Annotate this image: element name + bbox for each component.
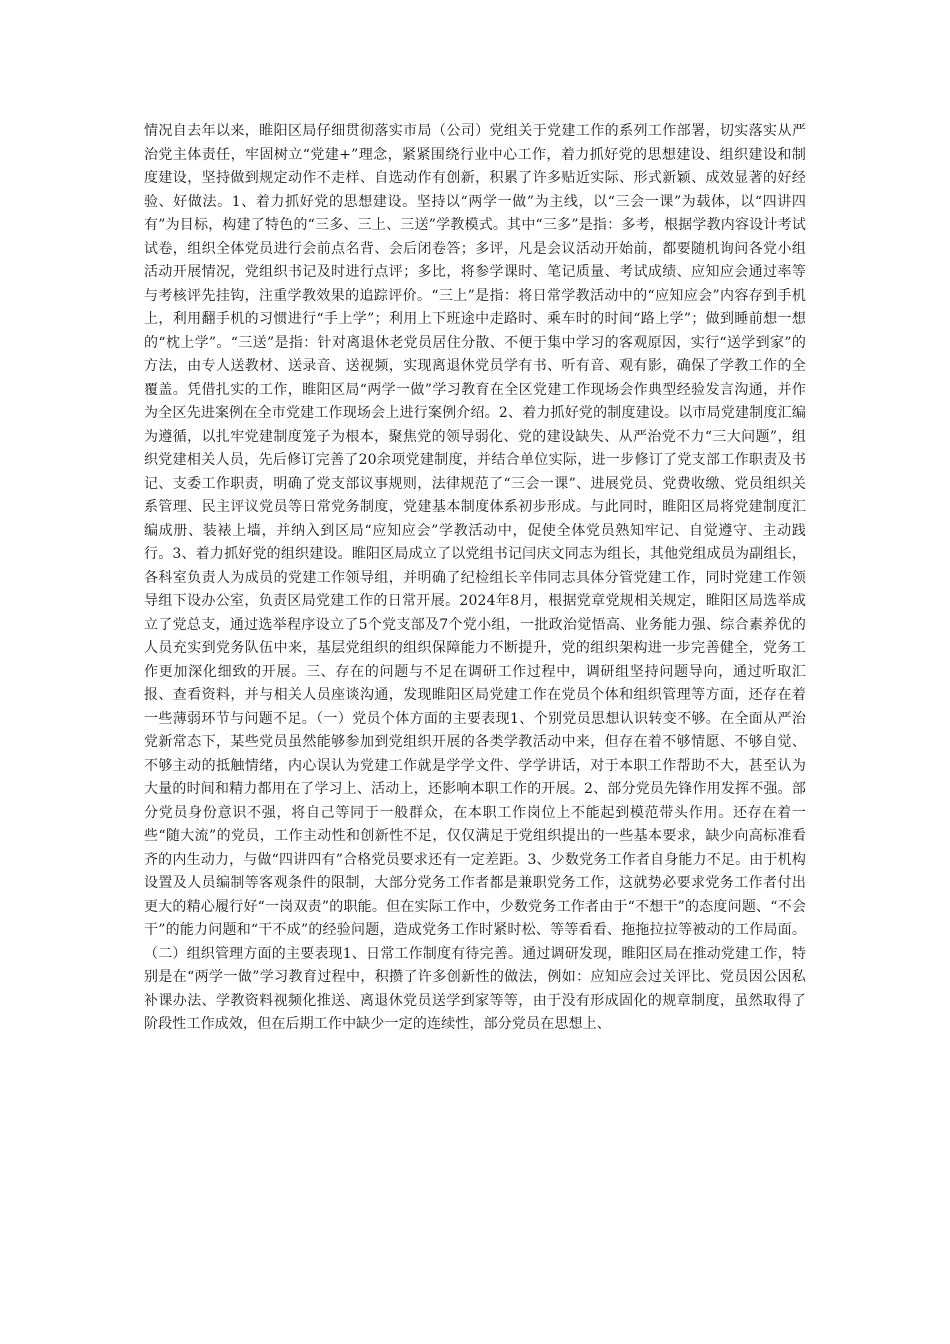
document-page [144, 120, 806, 1230]
body-paragraph: 情况自去年以来，睢阳区局仔细贯彻落实市局（公司）党组关于党建工作的系列工作部署，切实落实从严治党主体责任，牢固树立“党建+”理念，紧紧围绕行业中心工作，着力抓好党的思想建设、组织建设和制度建设，坚持做到规定动作不走样、自选动作有创新，积累了许多贴近实际、形式新颖、成效显著的好经验、好做法。1、着力抓好党的思想建设。坚持以“两学一做”为主线，以“三会一课”为载体，以“四讲四有”为目标，构建了特色的“三多、三上、三送”学教模式。其中“三多”是指：多考，根据学教内容设计考试试卷，组织全体党员进行会前点名背、会后闭卷答；多评，凡是会议活动开始前，都要随机询问各党小组活动开展情况，党组织书记及时进行点评；多比，将参学课时、笔记质量、考试成绩、应知应会通过率等与考核评先挂钩，注重学教效果的追踪评价。“三上”是指：将日常学教活动中的“应知应会”内容存到手机上，利用翻手机的习惯进行“手上学”；利用上下班途中走路时、乘车时的时间“路上学”；做到睡前想一想的“枕上学”。“三送”是指：针对离退休老党员居住分散、不便于集中学习的客观原因，实行“送学到家”的方法，由专人送教材、送录音、送视频，实现离退休党员学有书、听有音、观有影，确保了学教工作的全覆盖。凭借扎实的工作，睢阳区局“两学一做”学习教育在全区党建工作现场会作典型经验发言沟通，并作为全区先进案例在全市党建工作现场会上进行案例介绍。2、着力抓好党的制度建设。以市局党建制度汇编为遵循，以扎牢党建制度笼子为根本，聚焦党的领导弱化、党的建设缺失、从严治党不力“三大问题”，组织党建相关人员，先后修订完善了20余项党建制度，并结合单位实际，进一步修订了党支部工作职责及书记、支委工作职责，明确了党支部议事规则，法律规范了“三会一课”、进展党员、党费收缴、党员组织关系管理、民主评议党员等日常党务制度，党建基本制度体系初步形成。与此同时，睢阳区局将党建制度汇编成册、装裱上墙，并纳入到区局“应知应会”学教活动中，促使全体党员熟知牢记、自觉遵守、主动践行。3、着力抓好党的组织建设。睢阳区局成立了以党组书记闫庆文同志为组长，其他党组成员为副组长，各科室负责人为成员的党建工作领导组，并明确了纪检组长辛伟同志具体分管党建工作，同时党建工作领导组下设办公室，负责区局党建工作的日常开展。2024年8月，根据党章党规相关规定，睢阳区局选举成立了党总支，通过选举程序设立了5个党支部及7个党小组，一批政治觉悟高、业务能力强、综合素养优的人员充实到党务队伍中来，基层党组织的组织保障能力不断提升，党的组织架构进一步完善健全，党务工作更加深化细致的开展。三、存在的问题与不足在调研工作过程中，调研组坚持问题导向，通过听取汇报、查看资料，并与相关人员座谈沟通，发现睢阳区局党建工作在党员个体和组织管理等方面，还存在着一些薄弱环节与问题不足。（一）党员个体方面的主要表现1、个别党员思想认识转变不够。在全面从严治党新常态下，某些党员虽然能够参加到党组织开展的各类学教活动中来，但存在着不够情愿、不够自觉、不够主动的抵触情绪，内心误认为党建工作就是学学文件、学学讲话，对于本职工作帮助不大，甚至认为大量的时间和精力都用在了学习上、活动上，还影响本职工作的开展。2、部分党员先锋作用发挥不强。部分党员身份意识不强，将自己等同于一般群众，在本职工作岗位上不能起到模范带头作用。还存在着一些“随大流”的党员，工作主动性和创新性不足，仅仅满足于党组织提出的一些基本要求，缺少向高标准看齐的内生动力，与做“四讲四有”合格党员要求还有一定差距。3、少数党务工作者自身能力不足。由于机构设置及人员编制等客观条件的限制，大部分党务工作者都是兼职党务工作，这就势必要求党务工作者付出更大的精心履行好“一岗双责”的职能。但在实际工作中，少数党务工作者由于“不想干”的态度问题、“不会干”的能力问题和“干不成”的经验问题，造成党务工作时紧时松、等等看看、拖拖拉拉等被动的工作局面。（二）组织管理方面的主要表现1、日常工作制度有待完善。通过调研发现，睢阳区局在推动党建工作，特别是在“两学一做”学习教育过程中，积攒了许多创新性的做法，例如：应知应会过关评比、党员因公因私补课办法、学教资料视频化推送、离退休党员送学到家等等，由于没有形成固化的规章制度，虽然取得了阶段性工作成效，但在后期工作中缺少一定的连续性，部分党员在思想上、 [144, 123, 806, 1032]
